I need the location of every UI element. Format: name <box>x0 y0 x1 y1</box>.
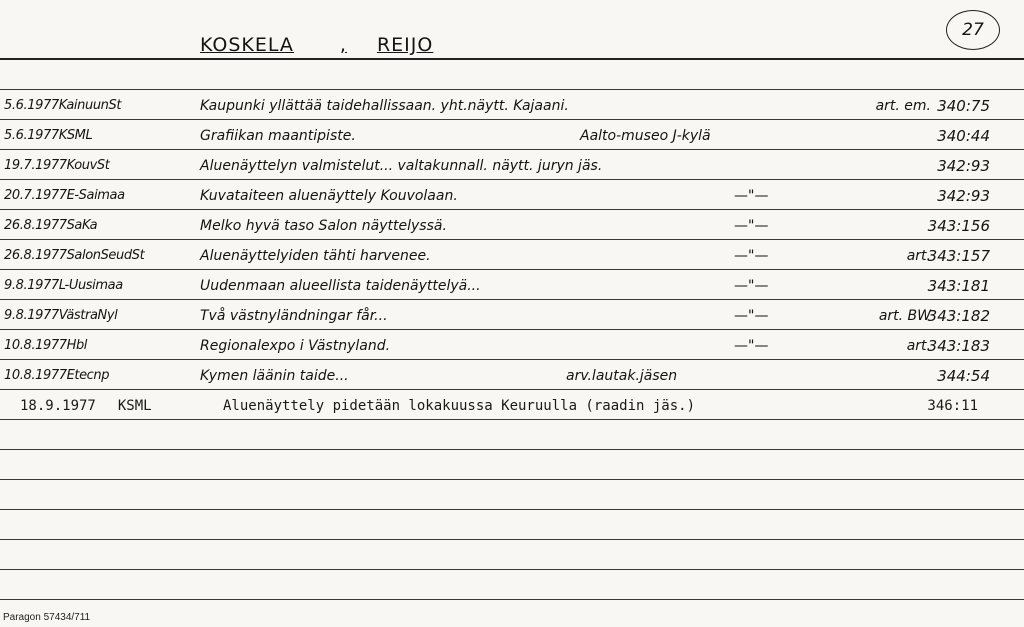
entry-date <box>4 151 109 181</box>
entry-mark: art. BW <box>878 308 931 324</box>
ruled-line <box>0 479 1024 480</box>
ruled-line <box>0 89 1024 90</box>
entry-note: —"— <box>734 248 769 264</box>
entry-source: KouvSt <box>66 158 110 173</box>
entry-date <box>4 331 87 361</box>
entry-date <box>4 361 109 391</box>
entry-date <box>20 391 152 421</box>
entry-date <box>4 301 117 331</box>
entry-source: Etecnp <box>66 368 110 383</box>
entry-date-value: 10.8.1977 <box>4 368 67 383</box>
entry-date <box>4 211 97 241</box>
list-item <box>0 331 1024 361</box>
ruled-line <box>0 539 1024 540</box>
list-item <box>0 391 1024 421</box>
entry-ref: 346:11 <box>927 398 978 414</box>
list-item <box>0 91 1024 121</box>
entry-text: Regionalexpo i Västnyland. <box>200 338 391 354</box>
person-name <box>200 34 433 56</box>
entry-date-value: 5.6.1977 <box>4 98 59 113</box>
header-rule <box>0 58 1024 60</box>
entry-date <box>4 241 144 271</box>
entry-source: Hbl <box>66 338 88 353</box>
list-item <box>0 361 1024 391</box>
entry-ref: 343:181 <box>927 277 990 295</box>
entry-source: SaKa <box>66 218 98 233</box>
entry-date-value: 19.7.1977 <box>4 158 67 173</box>
entry-text: Kymen läänin taide... <box>200 368 349 384</box>
entry-ref: 340:44 <box>937 127 990 145</box>
entry-source: L-Uusimaa <box>58 278 123 293</box>
list-item <box>0 211 1024 241</box>
entry-text: Melko hyvä taso Salon näyttelyssä. <box>200 218 447 234</box>
first-name: REIJO <box>376 34 434 56</box>
entry-ref: 343:183 <box>927 337 990 355</box>
entry-date <box>4 121 92 151</box>
entry-date-value: 5.6.1977 <box>4 128 59 143</box>
entry-ref: 342:93 <box>937 187 990 205</box>
entry-text: Kaupunki yllättää taidehallissaan. yht.näytt. Kajaani. <box>200 98 569 114</box>
entry-text: Aluenäyttelyn valmistelut... valtakunnall. näytt. juryn jäs. <box>200 158 603 174</box>
ruled-line <box>0 569 1024 570</box>
list-item <box>0 301 1024 331</box>
entry-source: VästraNyl <box>58 308 118 323</box>
entry-date-value: 9.8.1977 <box>4 308 59 323</box>
card-number: 27 <box>946 10 1000 50</box>
entry-source: SalonSeudSt <box>66 248 145 263</box>
entry-note: —"— <box>734 218 769 234</box>
entry-source: KSML <box>117 398 152 414</box>
entry-ref: 340:75 <box>937 97 990 115</box>
ruled-line <box>0 509 1024 510</box>
entry-mark: art. <box>906 338 931 354</box>
entry-date <box>4 181 125 211</box>
card-footer: Paragon 57434/711 <box>3 612 91 623</box>
entry-date <box>4 271 123 301</box>
name-separator: , <box>339 34 347 56</box>
surname: KOSKELA <box>200 34 294 56</box>
entry-note: arv.lautak.jäsen <box>566 368 678 384</box>
entry-date-value: 26.8.1977 <box>4 218 67 233</box>
entry-ref: 343:182 <box>927 307 990 325</box>
entry-text: Uudenmaan alueellista taidenäyttelyä... <box>200 278 481 294</box>
list-item <box>0 241 1024 271</box>
entry-mark: art. <box>906 248 931 264</box>
entry-ref: 343:156 <box>927 217 990 235</box>
entry-ref: 342:93 <box>937 157 990 175</box>
entry-source: E-Saimaa <box>66 188 125 203</box>
entry-date-value: 20.7.1977 <box>4 188 67 203</box>
list-item <box>0 121 1024 151</box>
ruled-line <box>0 449 1024 450</box>
entry-note: Aalto-museo J-kylä <box>580 128 711 144</box>
entry-date-value: 18.9.1977 <box>20 398 96 414</box>
entry-text: Aluenäyttelyiden tähti harvenee. <box>200 248 431 264</box>
entry-note: —"— <box>734 278 769 294</box>
entry-text: Två västnyländningar får... <box>200 308 388 324</box>
entry-note: —"— <box>734 338 769 354</box>
list-item <box>0 151 1024 181</box>
entry-text: Kuvataiteen aluenäyttely Kouvolaan. <box>200 188 458 204</box>
entry-source: KainuunSt <box>58 98 122 113</box>
entry-source: KSML <box>58 128 93 143</box>
entry-date-value: 26.8.1977 <box>4 248 67 263</box>
list-item <box>0 271 1024 301</box>
entry-date-value: 9.8.1977 <box>4 278 59 293</box>
ruled-line <box>0 599 1024 600</box>
entry-date <box>4 91 121 121</box>
entry-note: —"— <box>734 308 769 324</box>
entry-date-value: 10.8.1977 <box>4 338 67 353</box>
entry-text: Aluenäyttely pidetään lokakuussa Keuruulla (raadin jäs.) <box>223 398 696 414</box>
entry-ref: 344:54 <box>937 367 990 385</box>
entry-ref: 343:157 <box>927 247 990 265</box>
entry-text: Grafiikan maantipiste. <box>200 128 356 144</box>
list-item <box>0 181 1024 211</box>
entry-note: —"— <box>734 188 769 204</box>
entry-mark: art. em. <box>875 98 931 114</box>
